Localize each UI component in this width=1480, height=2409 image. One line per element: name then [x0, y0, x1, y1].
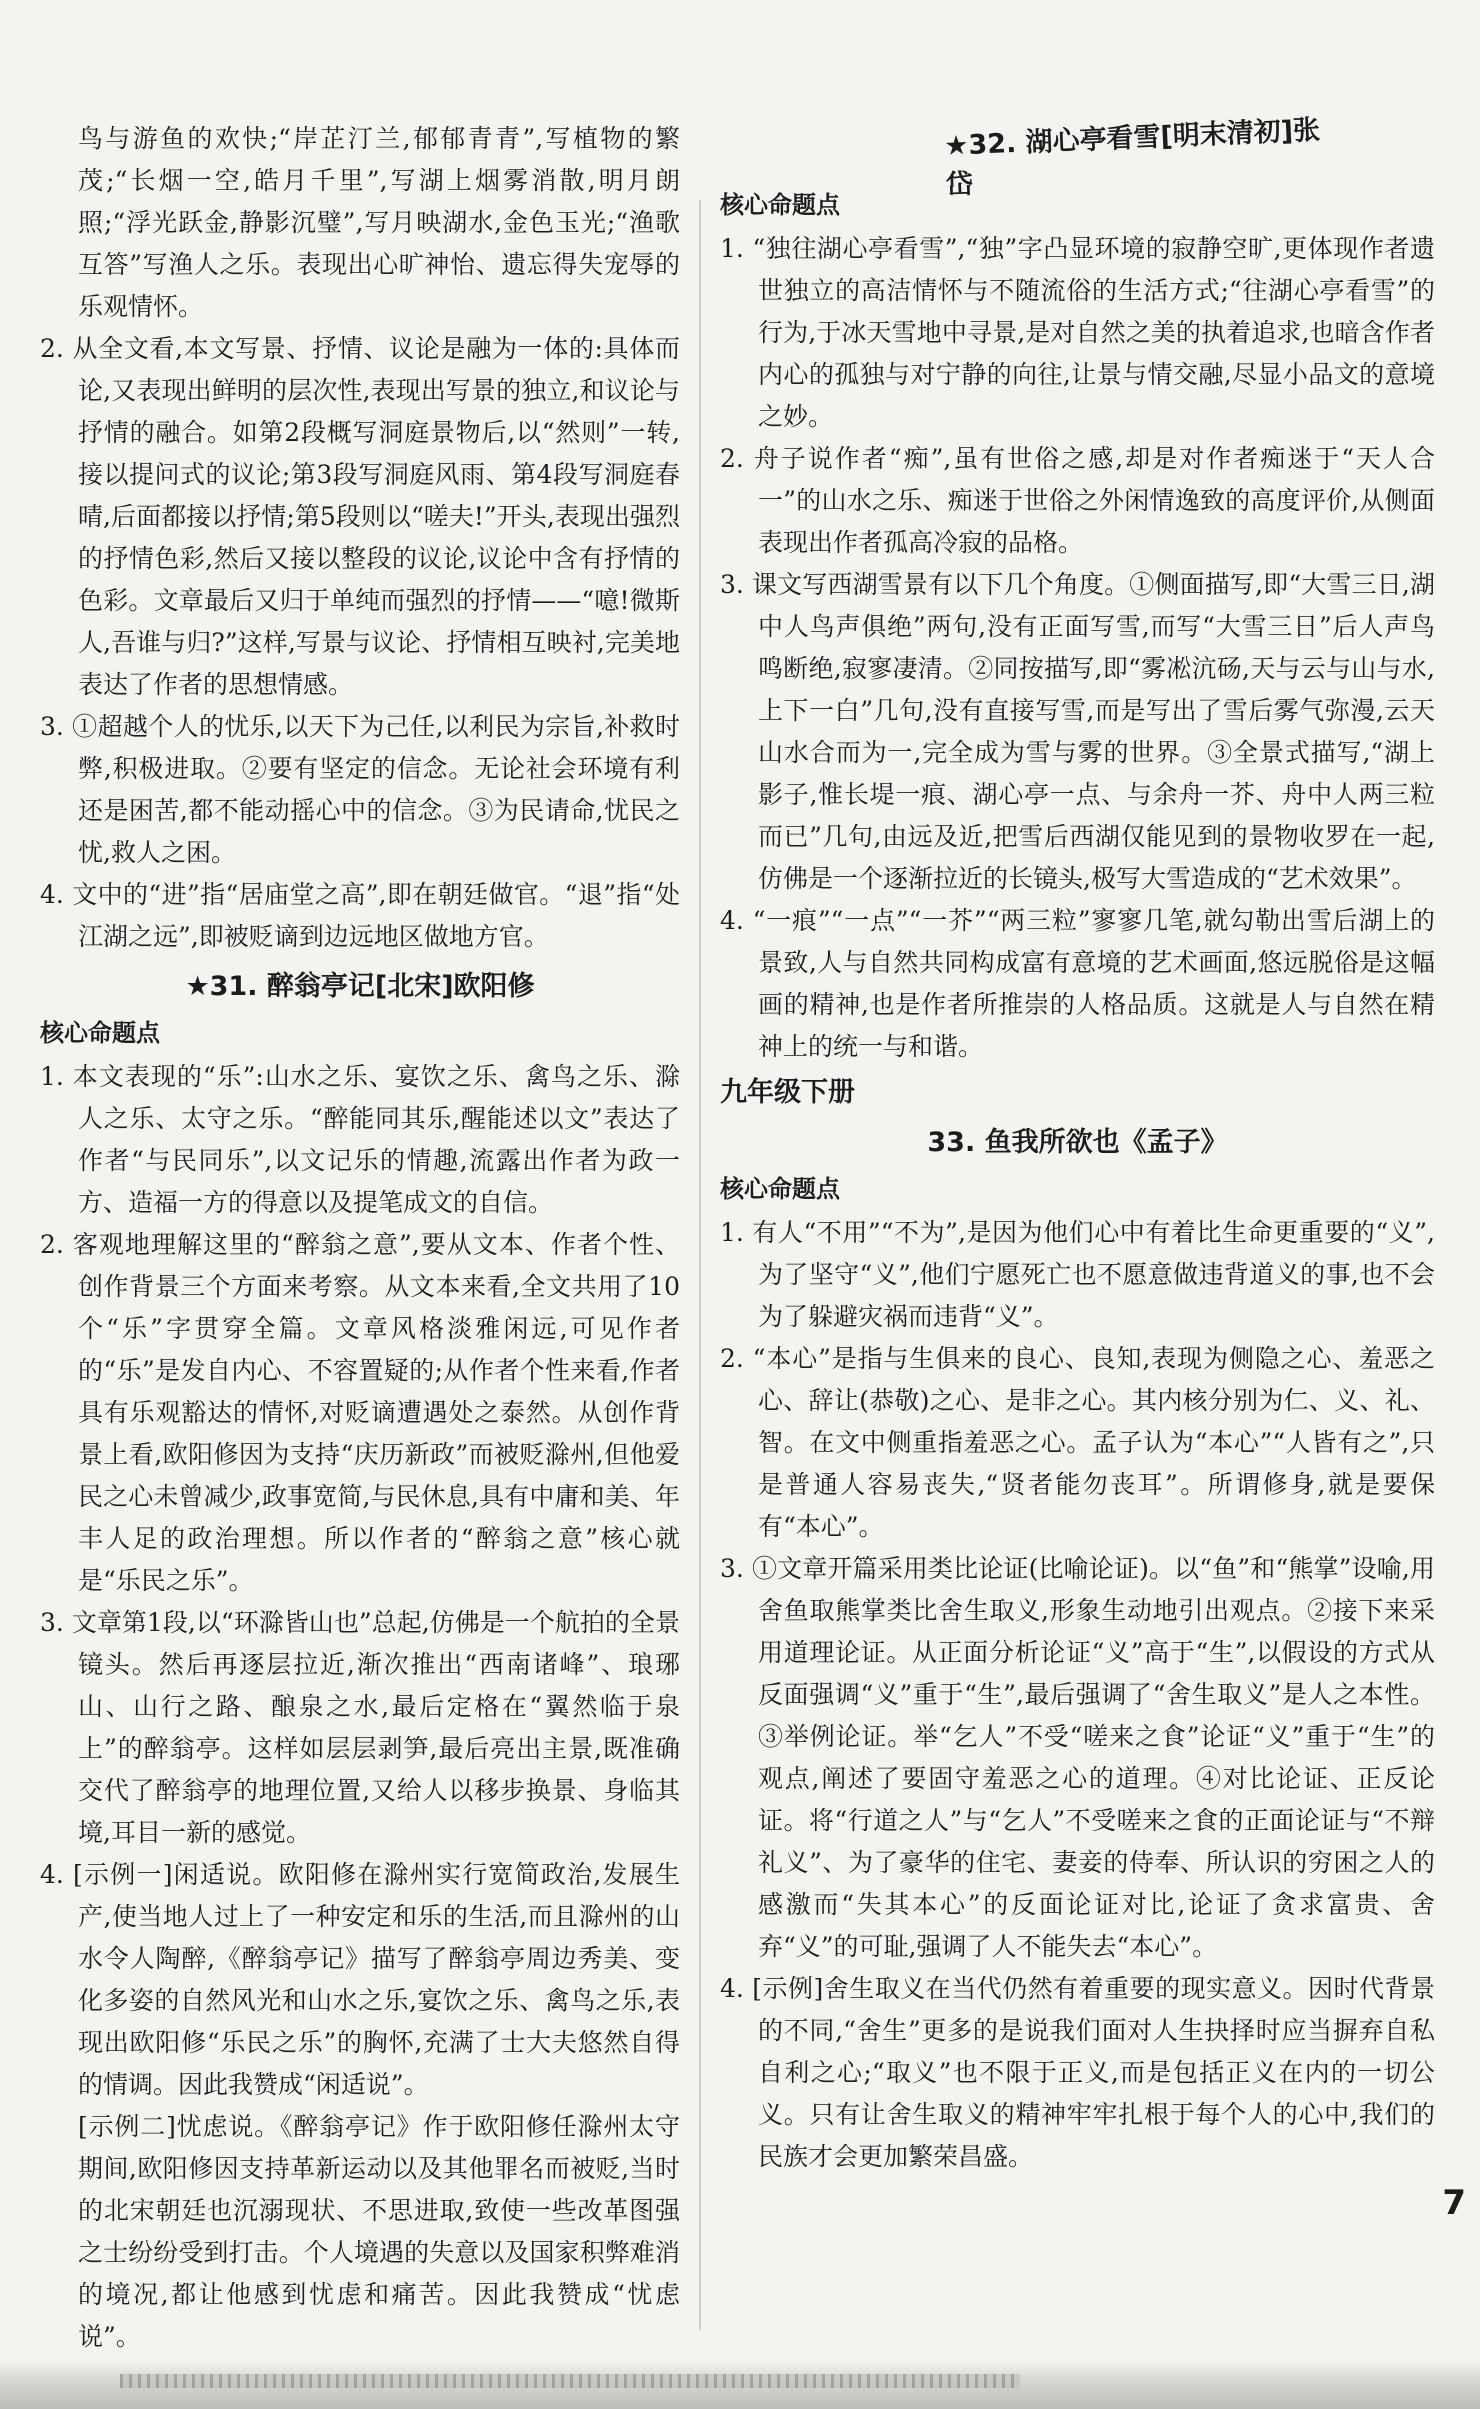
left-column: [40, 118, 680, 2358]
item-31-3: 3. 文章第1段,以“环滁皆山也”总起,仿佛是一个航拍的全景镜头。然后再逐层拉近,渐次推出“西南诸峰”、琅琊山、山行之路、酿泉之水,最后定格在“翼然临于泉上”的醉翁亭。这样如层层剥笋,最后亮出主景,既准确交代了醉翁亭的地理位置,又给人以移步换景、身临其境,耳目一新的感觉。: [40, 1608, 680, 1847]
page-number: 7: [1442, 2183, 1466, 2223]
item-31-2: 2. 客观地理解这里的“醉翁之意”,要从文本、作者个性、创作背景三个方面来考察。从文本来看,全文共用了10个“乐”字贯穿全篇。文章风格淡雅闲远,可见作者的“乐”是发自内心、不容置疑的;从作者个性来看,作者具有乐观豁达的情怀,对贬谪遭遇处之泰然。从创作背景上看,欧阳修因为支持“庆历新政”而被贬滁州,但他爱民之心未曾减少,政事宽简,与民休息,具有中庸和美、年丰人足的政治理想。所以作者的“醉翁之意”核心就是“乐民之乐”。: [40, 1230, 680, 1595]
core-label-32: 核心命题点: [720, 191, 840, 219]
item-33-4: 4. [示例]舍生取义在当代仍然有着重要的现实意义。因时代背景的不同,“舍生”更多的是说我们面对人生抉择时应当摒弃自私自利之心;“取义”也不限于正义,而是包括正义在内的一切公义。只有让舍生取义的精神牢牢扎根于每个人的心中,我们的民族才会更加繁荣昌盛。: [720, 1974, 1435, 2171]
item-32-1: 1. “独往湖心亭看雪”,“独”字凸显环境的寂静空旷,更体现作者遗世独立的高洁情怀与不随流俗的生活方式;“往湖心亭看雪”的行为,于冰天雪地中寻景,是对自然之美的执着追求,也暗含作者内心的孤独与对宁静的向往,让景与情交融,尽显小品文的意境之妙。: [720, 234, 1435, 431]
right-column: [720, 180, 1435, 2178]
lesson-31-title: ★31. 醉翁亭记[北宋]欧阳修: [185, 971, 535, 1002]
item-33-3: 3. ①文章开篇采用类比论证(比喻论证)。以“鱼”和“熊掌”设喻,用舍鱼取熊掌类比舍生取义,形象生动地引出观点。②接下来采用道理论证。从正面分析论证“义”高于“生”,以假设的方式从反面强调“义”重于“生”,最后强调了“舍生取义”是人之本性。③举例论证。举“乞人”不受“嗟来之食”论证“义”重于“生”的观点,阐述了要固守羞恶之心的道理。④对比论证、正反论证。将“行道之人”与“乞人”不受嗟来之食的正面论证与“不辩礼义”、为了豪华的住宅、妻妾的侍奉、所认识的穷困之人的感激而“失其本心”的反面论证对比,论证了贪求富贵、舍弃“义”的可耻,强调了人不能失去“本心”。: [720, 1554, 1435, 1961]
core-label-31: 核心命题点: [40, 1019, 160, 1047]
item-33-1: 1. 有人“不用”“不为”,是因为他们心中有着比生命更重要的“义”,为了坚守“义”,他们宁愿死亡也不愿意做违背道义的事,也不会为了躲避灾祸而违背“义”。: [720, 1218, 1435, 1331]
item-32-3: 3. 课文写西湖雪景有以下几个角度。①侧面描写,即“大雪三日,湖中人鸟声俱绝”两句,没有正面写雪,而写“大雪三日”后人声鸟鸣断绝,寂寥凄清。②同按描写,即“雾凇沆砀,天与云与山与水,上下一白”几句,没有直接写雪,而是写出了雪后雾气弥漫,云天山水合而为一,完全成为雪与雾的世界。③全景式描写,“湖上影子,惟长堤一痕、湖心亭一点、与余舟一芥、舟中人两三粒而已”几句,由远及近,把雪后西湖仅能见到的景物收罗在一起,仿佛是一个逐渐拉近的长镜头,极写大雪造成的“艺术效果”。: [720, 570, 1435, 893]
intro-paragraph: 鸟与游鱼的欢快;“岸芷汀兰,郁郁青青”,写植物的繁茂;“长烟一空,皓月千里”,写湖上烟雾消散,明月朗照;“浮光跃金,静影沉璧”,写月映湖水,金色玉光;“渔歌互答”写渔人之乐。表现出心旷神怡、遗忘得失宠辱的乐观情怀。: [78, 124, 680, 321]
item-33-2: 2. “本心”是指与生俱来的良心、良知,表现为侧隐之心、羞恶之心、辞让(恭敬)之心、是非之心。其内核分别为仁、义、礼、智。在文中侧重指羞恶之心。孟子认为“本心”“人皆有之”,只是普通人容易丧失,“贤者能勿丧耳”。所谓修身,就是要保有“本心”。: [720, 1344, 1435, 1541]
grade-heading: 九年级下册: [720, 1077, 855, 1108]
lesson-32-title: ★32. 湖心亭看雪[明末清初]张岱: [943, 114, 1321, 201]
binding-strip: [120, 2374, 1020, 2388]
item-30-4: 4. 文中的“进”指“居庙堂之高”,即在朝廷做官。“退”指“处江湖之远”,即被贬谪到边远地区做地方官。: [40, 880, 680, 951]
item-32-2: 2. 舟子说作者“痴”,虽有世俗之感,却是对作者痴迷于“天人合一”的山水之乐、痴迷于世俗之外闲情逸致的高度评价,从侧面表现出作者孤高冷寂的品格。: [720, 444, 1435, 557]
page-edge-shadow: [0, 2360, 1480, 2409]
column-divider: [699, 200, 701, 2330]
item-30-2: 2. 从全文看,本文写景、抒情、议论是融为一体的:具体而论,又表现出鲜明的层次性,表现出写景的独立,和议论与抒情的融合。如第2段概写洞庭景物后,以“然则”一转,接以提问式的议论;第3段写洞庭风雨、第4段写洞庭春晴,后面都接以抒情;第5段则以“嗟夫!”开头,表现出强烈的抒情色彩,然后又接以整段的议论,议论中含有抒情的色彩。文章最后又归于单纯而强烈的抒情——“噫!微斯人,吾谁与归?”这样,写景与议论、抒情相互映衬,完美地表达了作者的思想情感。: [40, 334, 680, 699]
item-31-4-example2: [示例二]忧虑说。《醉翁亭记》作于欧阳修任滁州太守期间,欧阳修因支持革新运动以及其他罪名而被贬,当时的北宋朝廷也沉溺现状、不思进取,致使一些改革图强之士纷纷受到打击。个人境遇的失意以及国家积弊难消的境况,都让他感到忧虑和痛苦。因此我赞成“忧虑说”。: [78, 2112, 680, 2351]
lesson-33-title: 33. 鱼我所欲也《孟子》: [927, 1127, 1228, 1158]
item-30-3: 3. ①超越个人的忧乐,以天下为己任,以利民为宗旨,补救时弊,积极进取。②要有坚定的信念。无论社会环境有利还是困苦,都不能动摇心中的信念。③为民请命,忧民之忧,救人之困。: [40, 712, 680, 867]
item-32-4: 4. “一痕”“一点”“一芥”“两三粒”寥寥几笔,就勾勒出雪后湖上的景致,人与自然共同构成富有意境的艺术画面,悠远脱俗是这幅画的精神,也是作者所推崇的人格品质。这就是人与自然在精神上的统一与和谐。: [720, 906, 1435, 1061]
item-31-1: 1. 本文表现的“乐”:山水之乐、宴饮之乐、禽鸟之乐、滁人之乐、太守之乐。“醉能同其乐,醒能述以文”表达了作者“与民同乐”,以文记乐的情趣,流露出作者为政一方、造福一方的得意以及提笔成文的自信。: [40, 1062, 680, 1217]
item-31-4: 4. [示例一]闲适说。欧阳修在滁州实行宽简政治,发展生产,使当地人过上了一种安定和乐的生活,而且滁州的山水令人陶醉,《醉翁亭记》描写了醉翁亭周边秀美、变化多姿的自然风光和山水之乐,宴饮之乐、禽鸟之乐,表现出欧阳修“乐民之乐”的胸怀,充满了士大夫悠然自得的情调。因此我赞成“闲适说”。: [40, 1860, 680, 2099]
core-label-33: 核心命题点: [720, 1175, 840, 1203]
